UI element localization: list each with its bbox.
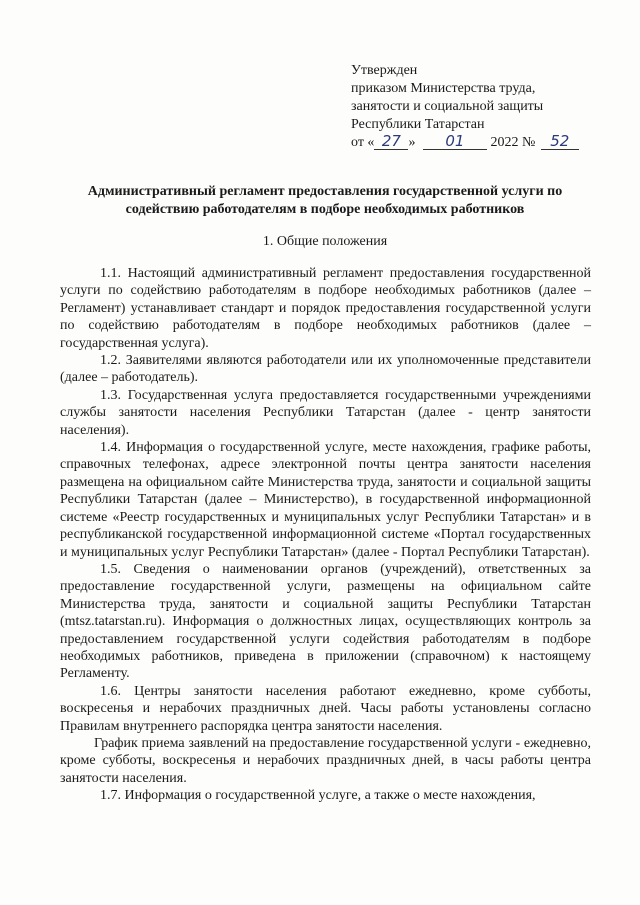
paragraph-1-6: 1.6. Центры занятости населения работают ежедневно, кроме субботы, воскресенья и нерабочих праздничных дней. Часы работы установлены согласно Правилам внутреннего распорядка центра занятости населения.	[60, 683, 591, 734]
handwritten-order-number: 52	[541, 134, 579, 150]
approval-line-republic: Республики Татарстан	[351, 117, 485, 132]
date-year: 2022 №	[490, 135, 536, 150]
paragraph-1-4: 1.4. Информация о государственной услуге, месте нахождения, графике работы, справочных телефонах, адресе электронной почты центра занятости населения размещена на официальном сайте Министерства труда, занятости и социальной защиты Республики Татарстан (далее – Министерство), в государственной информационной системе «Реестр государственных и муниципальных услуг Республики Татарстан» и в республиканской государственной информационной системе «Портал государственных и муниципальных услуг Республики Татарстан» (далее - Портал Республики Татарстан).	[60, 440, 591, 560]
approval-line-ministry: занятости и социальной защиты	[351, 99, 544, 114]
paragraph-1-2: 1.2. Заявителями являются работодатели или их уполномоченные представители (далее – работодатель).	[60, 353, 591, 386]
handwritten-day: 27	[374, 134, 408, 150]
date-mid: »	[408, 135, 416, 150]
paragraph-1-5: 1.5. Сведения о наименовании органов (учреждений), ответственных за предоставление государственной услуги, размещены на официальном сайте Министерства труда, занятости и социальной защиты Республики Татарстан (mtsz.tatarstan.ru). Информация о должностных лицах, осуществляющих контроль за предоставлением государственной услуги содействия работодателям в подборе необходимых работников, приведена в приложении (справочном) к настоящему Регламенту.	[60, 561, 591, 682]
approval-line-approved: Утвержден	[351, 63, 418, 78]
paragraph-schedule: График приема заявлений на предоставление государственной услуги - ежедневно, кроме субботы, воскресенья и нерабочих праздничных дней, в часы работы центра занятости населения.	[60, 735, 591, 786]
paragraph-1-7: 1.7. Информация о государственной услуге, а также о месте нахождения,	[100, 788, 536, 804]
approval-date-line	[351, 134, 611, 152]
document-body	[60, 265, 591, 805]
date-prefix: от «	[351, 135, 375, 150]
document-title: Административный регламент предоставления государственной услуги по содействию работодателям в подборе необходимых работников	[87, 184, 563, 217]
paragraph-1-3: 1.3. Государственная услуга предоставляется государственными учреждениями службы занятости населения Республики Татарстан (далее - центр занятости населения).	[60, 387, 591, 438]
paragraph-1-1: 1.1. Настоящий административный регламент предоставления государственной услуги по содействию работодателям в подборе необходимых работников (далее – Регламент) устанавливает стандарт и порядок предоставления государственной услуги по содействию работодателям в подборе необходимых работников (далее – государственная услуга).	[60, 266, 591, 351]
handwritten-month: 01	[423, 134, 487, 150]
approval-line-order: приказом Министерства труда,	[351, 81, 536, 96]
approval-block	[351, 62, 611, 152]
section-heading: 1. Общие положения	[262, 234, 388, 249]
